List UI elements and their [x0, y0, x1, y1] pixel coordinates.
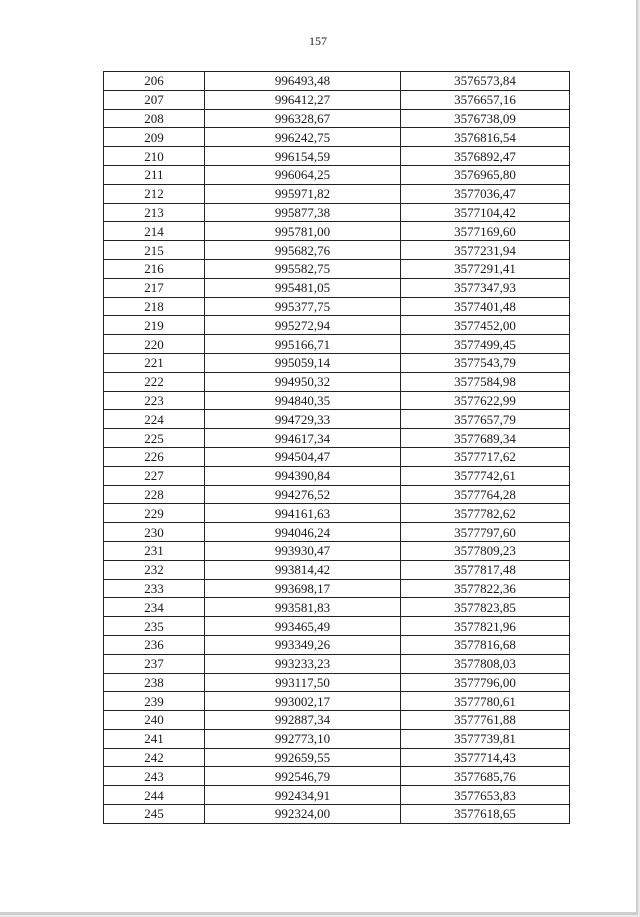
table-row — [104, 72, 570, 91]
table-row — [104, 560, 570, 579]
table-row — [104, 391, 570, 410]
x-coordinate-cell: 992659,55 — [205, 748, 401, 767]
x-coordinate-cell: 995682,76 — [205, 241, 401, 260]
point-number-cell: 228 — [104, 485, 205, 504]
point-number-cell: 236 — [104, 635, 205, 654]
point-number-cell: 239 — [104, 692, 205, 711]
y-coordinate-cell: 3577739,81 — [401, 729, 570, 748]
x-coordinate-cell: 992887,34 — [205, 711, 401, 730]
table-row — [104, 767, 570, 786]
point-number-cell: 207 — [104, 90, 205, 109]
x-coordinate-cell: 994504,47 — [205, 447, 401, 466]
y-coordinate-cell: 3577717,62 — [401, 447, 570, 466]
y-coordinate-cell: 3577452,00 — [401, 316, 570, 335]
y-coordinate-cell: 3577742,61 — [401, 466, 570, 485]
y-coordinate-cell: 3576965,80 — [401, 165, 570, 184]
table-row — [104, 203, 570, 222]
table-row — [104, 165, 570, 184]
x-coordinate-cell: 995971,82 — [205, 184, 401, 203]
y-coordinate-cell: 3577782,62 — [401, 504, 570, 523]
x-coordinate-cell: 993581,83 — [205, 598, 401, 617]
table-row — [104, 109, 570, 128]
x-coordinate-cell: 996242,75 — [205, 128, 401, 147]
y-coordinate-cell: 3577401,48 — [401, 297, 570, 316]
x-coordinate-cell: 996064,25 — [205, 165, 401, 184]
y-coordinate-cell: 3576816,54 — [401, 128, 570, 147]
y-coordinate-cell: 3577618,65 — [401, 805, 570, 824]
x-coordinate-cell: 995582,75 — [205, 259, 401, 278]
y-coordinate-cell: 3577764,28 — [401, 485, 570, 504]
x-coordinate-cell: 995377,75 — [205, 297, 401, 316]
x-coordinate-cell: 993698,17 — [205, 579, 401, 598]
y-coordinate-cell: 3577543,79 — [401, 353, 570, 372]
table-row — [104, 241, 570, 260]
point-number-cell: 217 — [104, 278, 205, 297]
point-number-cell: 212 — [104, 184, 205, 203]
table-row — [104, 654, 570, 673]
point-number-cell: 232 — [104, 560, 205, 579]
point-number-cell: 213 — [104, 203, 205, 222]
x-coordinate-cell: 993930,47 — [205, 541, 401, 560]
y-coordinate-cell: 3577169,60 — [401, 222, 570, 241]
point-number-cell: 214 — [104, 222, 205, 241]
y-coordinate-cell: 3577817,48 — [401, 560, 570, 579]
table-row — [104, 429, 570, 448]
table-row — [104, 805, 570, 824]
point-number-cell: 218 — [104, 297, 205, 316]
point-number-cell: 231 — [104, 541, 205, 560]
point-number-cell: 224 — [104, 410, 205, 429]
x-coordinate-cell: 994276,52 — [205, 485, 401, 504]
point-number-cell: 225 — [104, 429, 205, 448]
y-coordinate-cell: 3577816,68 — [401, 635, 570, 654]
point-number-cell: 221 — [104, 353, 205, 372]
x-coordinate-cell: 996493,48 — [205, 72, 401, 91]
table-row — [104, 278, 570, 297]
table-row — [104, 673, 570, 692]
y-coordinate-cell: 3577809,23 — [401, 541, 570, 560]
x-coordinate-cell: 993233,23 — [205, 654, 401, 673]
x-coordinate-cell: 994390,84 — [205, 466, 401, 485]
point-number-cell: 220 — [104, 335, 205, 354]
point-number-cell: 223 — [104, 391, 205, 410]
table-row — [104, 316, 570, 335]
x-coordinate-cell: 992324,00 — [205, 805, 401, 824]
point-number-cell: 229 — [104, 504, 205, 523]
point-number-cell: 230 — [104, 523, 205, 542]
x-coordinate-cell: 996412,27 — [205, 90, 401, 109]
x-coordinate-cell: 993349,26 — [205, 635, 401, 654]
table-row — [104, 335, 570, 354]
table-row — [104, 692, 570, 711]
y-coordinate-cell: 3577685,76 — [401, 767, 570, 786]
y-coordinate-cell: 3577291,41 — [401, 259, 570, 278]
y-coordinate-cell: 3577231,94 — [401, 241, 570, 260]
point-number-cell: 227 — [104, 466, 205, 485]
y-coordinate-cell: 3577347,93 — [401, 278, 570, 297]
x-coordinate-cell: 992546,79 — [205, 767, 401, 786]
point-number-cell: 222 — [104, 372, 205, 391]
point-number-cell: 209 — [104, 128, 205, 147]
x-coordinate-cell: 995481,05 — [205, 278, 401, 297]
y-coordinate-cell: 3577584,98 — [401, 372, 570, 391]
y-coordinate-cell: 3576657,16 — [401, 90, 570, 109]
table-row — [104, 259, 570, 278]
x-coordinate-cell: 994840,35 — [205, 391, 401, 410]
table-row — [104, 617, 570, 636]
y-coordinate-cell: 3577822,36 — [401, 579, 570, 598]
point-number-cell: 234 — [104, 598, 205, 617]
table-row — [104, 184, 570, 203]
x-coordinate-cell: 993814,42 — [205, 560, 401, 579]
table-row — [104, 485, 570, 504]
x-coordinate-cell: 995272,94 — [205, 316, 401, 335]
table-row — [104, 598, 570, 617]
y-coordinate-cell: 3577780,61 — [401, 692, 570, 711]
y-coordinate-cell: 3577657,79 — [401, 410, 570, 429]
table-row — [104, 447, 570, 466]
x-coordinate-cell: 996328,67 — [205, 109, 401, 128]
y-coordinate-cell: 3577821,96 — [401, 617, 570, 636]
table-row — [104, 297, 570, 316]
y-coordinate-cell: 3576892,47 — [401, 147, 570, 166]
table-row — [104, 222, 570, 241]
point-number-cell: 226 — [104, 447, 205, 466]
table-row — [104, 635, 570, 654]
table-row — [104, 90, 570, 109]
point-number-cell: 219 — [104, 316, 205, 335]
y-coordinate-cell: 3577622,99 — [401, 391, 570, 410]
table-row — [104, 748, 570, 767]
x-coordinate-cell: 993002,17 — [205, 692, 401, 711]
x-coordinate-cell: 994617,34 — [205, 429, 401, 448]
x-coordinate-cell: 993117,50 — [205, 673, 401, 692]
table-row — [104, 523, 570, 542]
table-row — [104, 410, 570, 429]
table-row — [104, 786, 570, 805]
point-number-cell: 245 — [104, 805, 205, 824]
x-coordinate-cell: 992434,91 — [205, 786, 401, 805]
point-number-cell: 241 — [104, 729, 205, 748]
table-row — [104, 128, 570, 147]
y-coordinate-cell: 3577104,42 — [401, 203, 570, 222]
point-number-cell: 233 — [104, 579, 205, 598]
y-coordinate-cell: 3577689,34 — [401, 429, 570, 448]
table-row — [104, 353, 570, 372]
table-row — [104, 729, 570, 748]
point-number-cell: 238 — [104, 673, 205, 692]
table-row — [104, 541, 570, 560]
x-coordinate-cell: 995781,00 — [205, 222, 401, 241]
y-coordinate-cell: 3576573,84 — [401, 72, 570, 91]
table-row — [104, 147, 570, 166]
y-coordinate-cell: 3577797,60 — [401, 523, 570, 542]
table-row — [104, 579, 570, 598]
coordinates-table — [103, 71, 570, 824]
y-coordinate-cell: 3577796,00 — [401, 673, 570, 692]
point-number-cell: 240 — [104, 711, 205, 730]
y-coordinate-cell: 3577499,45 — [401, 335, 570, 354]
y-coordinate-cell: 3577808,03 — [401, 654, 570, 673]
point-number-cell: 235 — [104, 617, 205, 636]
y-coordinate-cell: 3577653,83 — [401, 786, 570, 805]
table-row — [104, 504, 570, 523]
y-coordinate-cell: 3577714,43 — [401, 748, 570, 767]
point-number-cell: 244 — [104, 786, 205, 805]
y-coordinate-cell: 3577823,85 — [401, 598, 570, 617]
x-coordinate-cell: 994950,32 — [205, 372, 401, 391]
point-number-cell: 210 — [104, 147, 205, 166]
x-coordinate-cell: 994161,63 — [205, 504, 401, 523]
page-number: 157 — [309, 34, 327, 48]
point-number-cell: 243 — [104, 767, 205, 786]
point-number-cell: 215 — [104, 241, 205, 260]
point-number-cell: 242 — [104, 748, 205, 767]
x-coordinate-cell: 992773,10 — [205, 729, 401, 748]
point-number-cell: 211 — [104, 165, 205, 184]
point-number-cell: 237 — [104, 654, 205, 673]
x-coordinate-cell: 996154,59 — [205, 147, 401, 166]
x-coordinate-cell: 993465,49 — [205, 617, 401, 636]
y-coordinate-cell: 3577036,47 — [401, 184, 570, 203]
x-coordinate-cell: 994729,33 — [205, 410, 401, 429]
point-number-cell: 208 — [104, 109, 205, 128]
coordinates-table-body — [104, 72, 570, 824]
x-coordinate-cell: 995877,38 — [205, 203, 401, 222]
table-row — [104, 711, 570, 730]
x-coordinate-cell: 994046,24 — [205, 523, 401, 542]
table-row — [104, 372, 570, 391]
x-coordinate-cell: 995059,14 — [205, 353, 401, 372]
x-coordinate-cell: 995166,71 — [205, 335, 401, 354]
point-number-cell: 216 — [104, 259, 205, 278]
y-coordinate-cell: 3576738,09 — [401, 109, 570, 128]
y-coordinate-cell: 3577761,88 — [401, 711, 570, 730]
point-number-cell: 206 — [104, 72, 205, 91]
table-row — [104, 466, 570, 485]
